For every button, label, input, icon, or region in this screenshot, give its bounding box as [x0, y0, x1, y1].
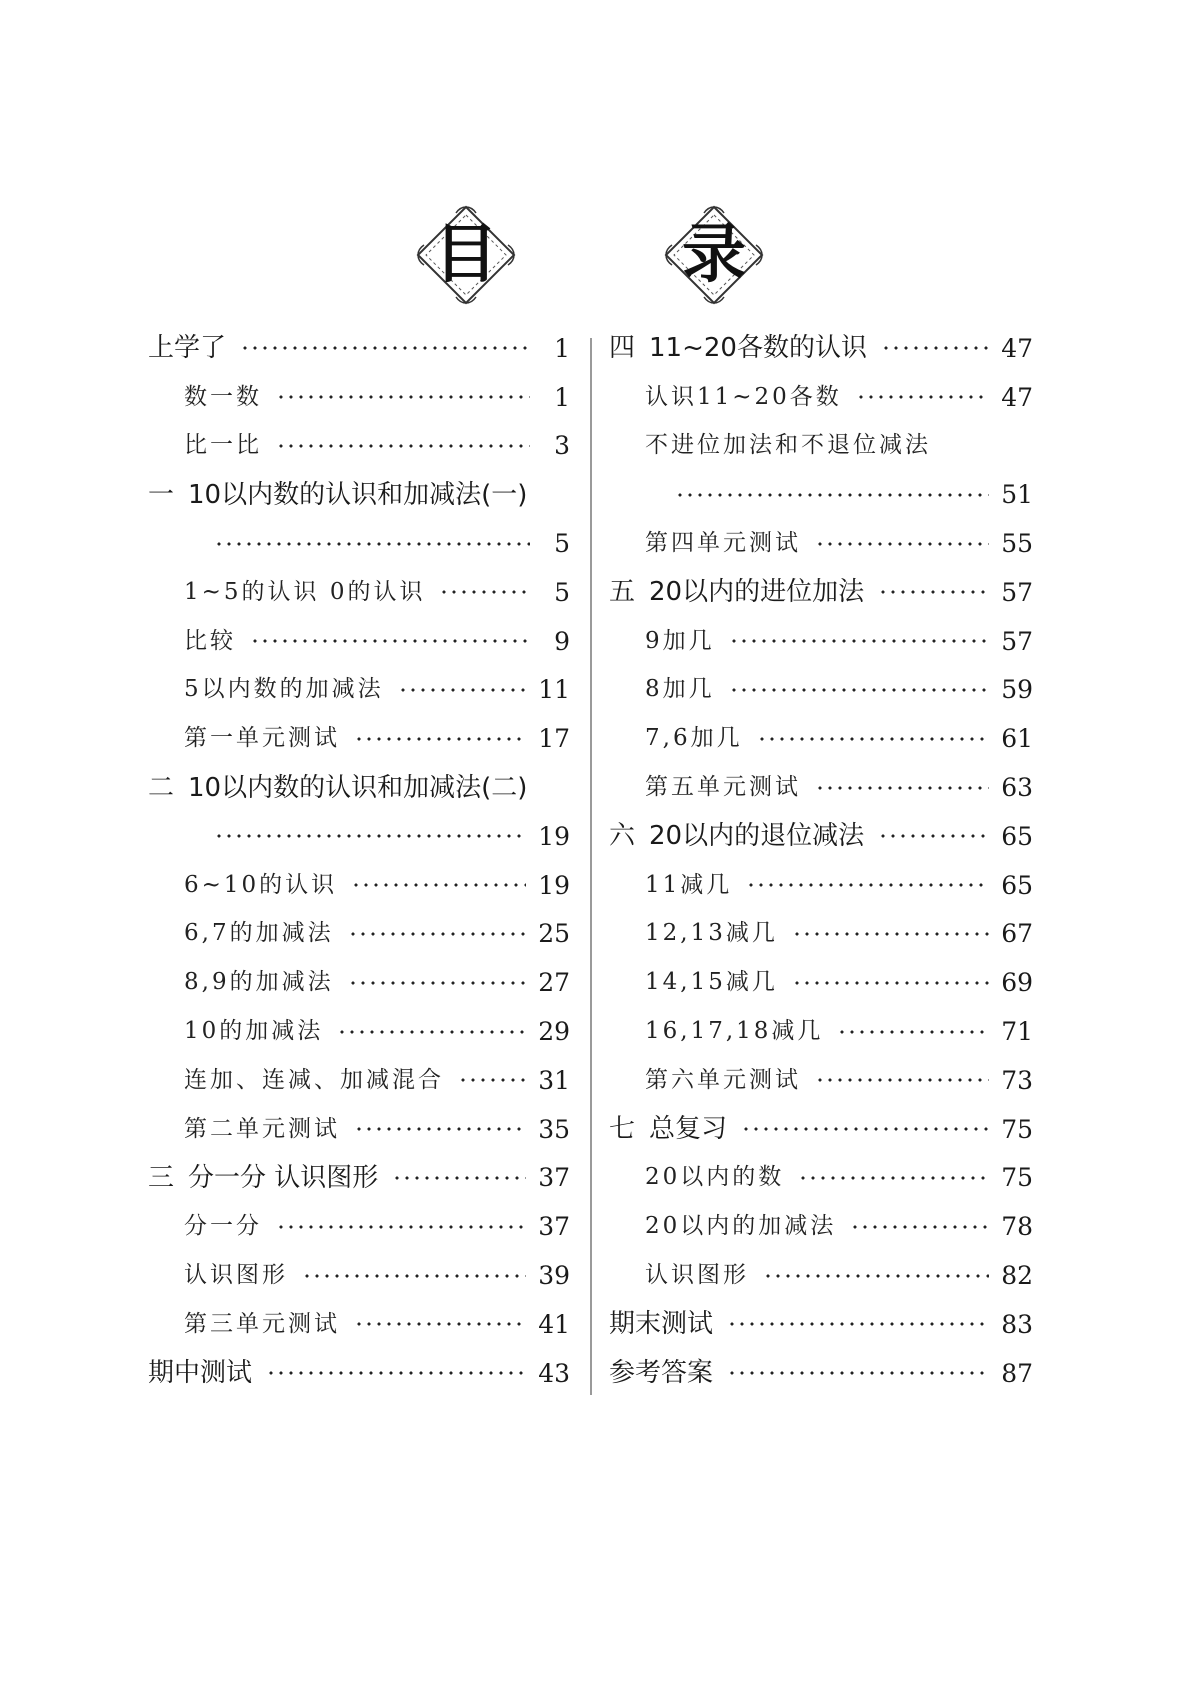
toc-entry[interactable] — [148, 812, 570, 861]
page-number: 75 — [1001, 1163, 1033, 1193]
entry-label: 第六单元测试 — [645, 1066, 801, 1093]
page-number: 41 — [538, 1309, 570, 1339]
entry-label: 第一单元测试 — [184, 725, 340, 752]
dot-leader — [741, 1127, 989, 1131]
toc-entry[interactable] — [148, 1105, 570, 1154]
entry-label: 7,6加几 — [645, 725, 743, 752]
toc-entry[interactable] — [148, 617, 570, 666]
dot-leader — [302, 1274, 526, 1278]
entry-label: 第二单元测试 — [184, 1115, 340, 1142]
page-number: 83 — [1001, 1309, 1033, 1339]
toc-entry[interactable] — [148, 714, 570, 763]
page-number: 1 — [554, 382, 570, 412]
dot-leader — [815, 786, 989, 790]
dot-leader — [392, 1176, 526, 1180]
toc-entry[interactable] — [148, 519, 570, 568]
dot-leader — [458, 1078, 526, 1082]
page-number: 59 — [1001, 675, 1033, 705]
toc-entry[interactable] — [148, 1056, 570, 1105]
toc-left-column — [148, 324, 570, 1398]
page-number: 9 — [554, 626, 570, 656]
page-number: 82 — [1001, 1261, 1033, 1291]
toc-entry[interactable] — [609, 910, 1033, 959]
dot-leader — [276, 1225, 526, 1229]
toc-entry[interactable] — [609, 1007, 1033, 1056]
entry-label: 上学了 — [148, 333, 227, 364]
page-number: 17 — [538, 724, 570, 754]
dot-leader — [727, 1322, 989, 1326]
dot-leader — [881, 346, 989, 350]
entry-label: 认识图形 — [645, 1262, 749, 1289]
dot-leader — [856, 395, 989, 399]
page-number: 75 — [1001, 1114, 1033, 1144]
dot-leader — [250, 639, 530, 643]
dot-leader — [348, 981, 527, 985]
page-number: 25 — [538, 919, 570, 949]
toc-entry[interactable] — [609, 666, 1033, 715]
dot-leader — [763, 1274, 989, 1278]
title-char-2: 录 — [682, 218, 746, 292]
toc-entry[interactable] — [148, 1251, 570, 1300]
entry-label: 6,7的加减法 — [184, 920, 334, 947]
entry-label: 比较 — [184, 627, 236, 654]
toc-entry[interactable] — [609, 714, 1033, 763]
toc-entry[interactable] — [609, 324, 1033, 373]
page-number: 63 — [1001, 773, 1033, 803]
dot-leader — [792, 981, 989, 985]
dot-leader — [727, 1371, 989, 1375]
page-number: 51 — [1001, 480, 1033, 510]
toc-entry[interactable] — [609, 1202, 1033, 1251]
page-number: 65 — [1001, 870, 1033, 900]
entry-label: 连加、连减、加减混合 — [184, 1066, 444, 1093]
chapter-number: 一 — [148, 479, 175, 510]
page-number: 35 — [538, 1114, 570, 1144]
entry-label: 20以内的加减法 — [645, 1213, 837, 1240]
page-number: 47 — [1001, 382, 1033, 412]
dot-leader — [276, 395, 530, 399]
entry-label: 10的加减法 — [184, 1018, 324, 1045]
entry-label: 认识11~20各数 — [645, 383, 842, 410]
dot-leader — [757, 737, 990, 741]
toc-entry[interactable] — [609, 470, 1033, 519]
chapter-number: 三 — [148, 1162, 175, 1193]
page-number: 67 — [1001, 919, 1033, 949]
toc-right-column — [609, 324, 1033, 1398]
entry-label: 总复习 — [649, 1114, 728, 1145]
entry-label: 10以内数的认识和加减法(二) — [188, 772, 528, 803]
entry-label: 10以内数的认识和加减法(一) — [188, 479, 528, 510]
entry-label: 第四单元测试 — [645, 530, 801, 557]
page-number: 19 — [538, 870, 570, 900]
page-number: 31 — [538, 1065, 570, 1095]
dot-leader — [729, 639, 990, 643]
toc-entry[interactable] — [609, 1251, 1033, 1300]
toc-entry[interactable] — [148, 373, 570, 422]
entry-label: 数一数 — [184, 383, 262, 410]
entry-label: 20以内的进位加法 — [649, 577, 865, 608]
toc-entry[interactable] — [148, 958, 570, 1007]
dot-leader — [214, 542, 530, 546]
entry-label: 期末测试 — [609, 1309, 714, 1340]
page-number: 71 — [1001, 1017, 1033, 1047]
dot-leader — [351, 883, 526, 887]
toc-entry[interactable] — [609, 519, 1033, 568]
entry-label: 分一分 认识图形 — [188, 1162, 379, 1193]
page-number: 61 — [1001, 724, 1033, 754]
toc-entry[interactable] — [148, 568, 570, 617]
entry-label: 比一比 — [184, 432, 262, 459]
toc-entry[interactable] — [148, 1154, 570, 1203]
entry-label: 6~10的认识 — [184, 871, 338, 898]
toc-entry[interactable] — [148, 763, 570, 812]
toc-entry[interactable] — [148, 1007, 570, 1056]
dot-leader — [337, 1030, 526, 1034]
dot-leader — [850, 1225, 989, 1229]
entry-label: 第三单元测试 — [184, 1310, 340, 1337]
title-char-mu — [416, 205, 516, 305]
dot-leader — [815, 1078, 989, 1082]
dot-leader — [266, 1371, 526, 1375]
title-char-lu — [664, 205, 764, 305]
dot-leader — [240, 346, 530, 350]
toc-entry[interactable] — [148, 470, 570, 519]
entry-label: 20以内的退位减法 — [649, 821, 865, 852]
page-number: 69 — [1001, 968, 1033, 998]
toc-entry[interactable] — [609, 958, 1033, 1007]
toc-entry[interactable] — [148, 666, 570, 715]
toc-entry[interactable] — [609, 422, 1033, 471]
chapter-number: 四 — [609, 333, 636, 364]
chapter-number: 二 — [148, 772, 175, 803]
entry-label: 5以内数的加减法 — [184, 676, 384, 703]
entry-label: 1~5的认识 0的认识 — [184, 578, 426, 605]
toc-entry[interactable] — [609, 1056, 1033, 1105]
page-number: 27 — [538, 968, 570, 998]
dot-leader — [878, 834, 989, 838]
entry-label: 8加几 — [645, 676, 715, 703]
page-number: 55 — [1001, 529, 1033, 559]
chapter-number: 六 — [609, 821, 636, 852]
entry-label: 期中测试 — [148, 1358, 253, 1389]
dot-leader — [729, 688, 990, 692]
dot-leader — [837, 1030, 989, 1034]
toc-entry[interactable] — [148, 1300, 570, 1349]
entry-label: 12,13减几 — [645, 920, 778, 947]
column-divider — [590, 338, 592, 1395]
page-number: 5 — [554, 529, 570, 559]
page-number: 78 — [1001, 1212, 1033, 1242]
page-number: 65 — [1001, 821, 1033, 851]
page-number: 57 — [1001, 577, 1033, 607]
dot-leader — [815, 542, 989, 546]
toc-entry[interactable] — [609, 812, 1033, 861]
page-number: 87 — [1001, 1358, 1033, 1388]
toc-entry[interactable] — [609, 1154, 1033, 1203]
entry-label: 参考答案 — [609, 1358, 714, 1389]
toc-entry[interactable] — [148, 324, 570, 373]
toc-entry[interactable] — [148, 910, 570, 959]
toc-title — [0, 205, 1190, 305]
entry-label: 认识图形 — [184, 1262, 288, 1289]
dot-leader — [276, 444, 530, 448]
entry-label: 不进位加法和不退位减法 — [645, 432, 931, 459]
dot-leader — [348, 932, 527, 936]
dot-leader — [746, 883, 989, 887]
toc-entry[interactable] — [609, 861, 1033, 910]
dot-leader — [798, 1176, 989, 1180]
entry-label: 20以内的数 — [645, 1164, 785, 1191]
page-number: 57 — [1001, 626, 1033, 656]
entry-label: 第五单元测试 — [645, 774, 801, 801]
page-number: 43 — [538, 1358, 570, 1388]
entry-label: 14,15减几 — [645, 969, 778, 996]
toc-entry[interactable] — [609, 617, 1033, 666]
chapter-number: 五 — [609, 577, 636, 608]
entry-label: 8,9的加减法 — [184, 969, 334, 996]
entry-label: 9加几 — [645, 627, 715, 654]
page-number: 47 — [1001, 333, 1033, 363]
toc-entry[interactable] — [609, 1349, 1033, 1398]
dot-leader — [354, 1322, 526, 1326]
dot-leader — [878, 590, 989, 594]
toc-entry[interactable] — [609, 568, 1033, 617]
page-number: 37 — [538, 1163, 570, 1193]
dot-leader — [675, 493, 989, 497]
page-number: 39 — [538, 1261, 570, 1291]
dot-leader — [354, 737, 526, 741]
page-number: 73 — [1001, 1065, 1033, 1095]
page-number: 29 — [538, 1017, 570, 1047]
dot-leader — [439, 590, 530, 594]
toc-entry[interactable] — [148, 422, 570, 471]
entry-label: 16,17,18减几 — [645, 1018, 824, 1045]
dot-leader — [354, 1127, 526, 1131]
entry-label: 11~20各数的认识 — [649, 333, 867, 364]
page-number: 19 — [538, 821, 570, 851]
page-number: 5 — [554, 577, 570, 607]
page-number: 3 — [554, 431, 570, 461]
title-char-1: 目 — [434, 218, 498, 292]
toc-entry[interactable] — [148, 1202, 570, 1251]
entry-label: 11减几 — [645, 871, 733, 898]
chapter-number: 七 — [609, 1114, 636, 1145]
toc-entry[interactable] — [609, 1300, 1033, 1349]
page-number: 37 — [538, 1212, 570, 1242]
page-number: 1 — [554, 333, 570, 363]
toc-entry[interactable] — [148, 1349, 570, 1398]
page-number: 11 — [538, 675, 570, 705]
toc-entry[interactable] — [609, 763, 1033, 812]
dot-leader — [214, 834, 526, 838]
dot-leader — [398, 688, 527, 692]
dot-leader — [792, 932, 989, 936]
entry-label: 分一分 — [184, 1213, 262, 1240]
toc-entry[interactable] — [609, 373, 1033, 422]
toc-entry[interactable] — [609, 1105, 1033, 1154]
toc-entry[interactable] — [148, 861, 570, 910]
